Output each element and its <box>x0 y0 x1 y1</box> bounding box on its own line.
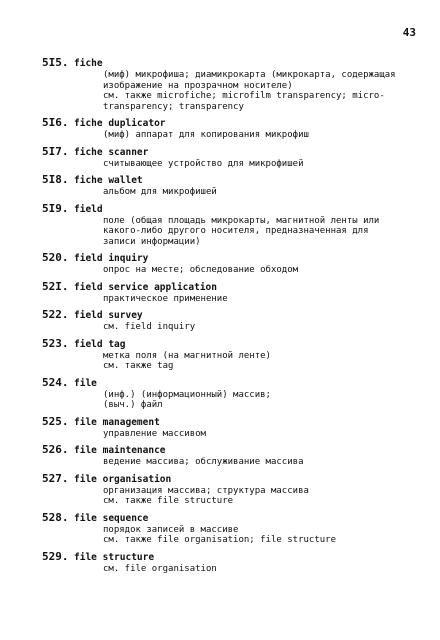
entry-definition: опрос на месте; обследование обходом <box>103 265 299 275</box>
glossary-entry <box>42 117 402 141</box>
glossary-entry <box>42 416 402 440</box>
entry-term: fiche duplicator <box>74 118 166 129</box>
entry-number: 520. <box>42 251 69 264</box>
entry-definition: см. field inquiry <box>103 322 196 332</box>
glossary-entry <box>42 309 402 333</box>
glossary-entry <box>42 174 402 198</box>
entry-number: 523. <box>42 336 69 350</box>
entry-number: 525. <box>42 414 69 428</box>
glossary-entries <box>42 57 402 579</box>
entry-definition: (инф.) (информационный) массив; (выч.) файл <box>103 389 271 410</box>
entry-number: 52I. <box>42 279 69 293</box>
entry-number: 527. <box>42 471 69 485</box>
entry-number: 529. <box>42 549 69 563</box>
entry-definition: (миф) микрофиша; диамикрокарта (микрокарта, содержащая изображение на прозрачном носителе) см. также microfiche; microfilm transparency; micro-transparency; transparency <box>103 70 396 112</box>
glossary-entry <box>42 252 402 276</box>
entry-number: 524. <box>42 375 69 389</box>
entry-definition: метка поля (на магнитной ленте) см. также tag <box>103 350 271 371</box>
entry-term: fiche <box>74 58 103 69</box>
glossary-entry <box>42 146 402 170</box>
glossary-entry <box>42 512 402 546</box>
entry-definition: см. file organisation <box>103 563 217 574</box>
entry-number: 528. <box>42 510 69 524</box>
entry-term: file structure <box>74 551 155 563</box>
glossary-entry <box>42 57 402 112</box>
entry-number: 5I7. <box>42 144 69 158</box>
entry-definition: управление массивом <box>103 428 206 439</box>
entry-term: file management <box>74 416 160 428</box>
entry-term: file sequence <box>74 512 149 524</box>
glossary-entry <box>42 281 402 305</box>
entry-number: 5I8. <box>42 173 69 186</box>
entry-number: 5I9. <box>42 201 69 215</box>
entry-term: fiche scanner <box>74 146 149 158</box>
entry-definition: считывающее устройство для микрофишей <box>103 158 304 169</box>
entry-definition: порядок записей в массиве см. также file organisation; file structure <box>103 524 336 545</box>
entry-term: field <box>74 203 103 215</box>
entry-definition: практическое применение <box>103 293 228 304</box>
entry-term: field tag <box>74 338 126 350</box>
glossary-entry <box>42 473 402 507</box>
entry-definition: ведение массива; обслуживание массива <box>103 457 304 467</box>
entry-term: file maintenance <box>74 445 166 456</box>
entry-definition: организация массива; структура массива см. также file structure <box>103 485 309 506</box>
entry-term: file organisation <box>74 473 172 485</box>
entry-definition: (миф) аппарат для копирования микрофиш <box>103 130 309 140</box>
glossary-entry <box>42 203 402 248</box>
entry-number: 522. <box>42 308 69 321</box>
entry-term: fiche wallet <box>74 175 143 186</box>
glossary-entry <box>42 444 402 468</box>
entry-term: field survey <box>74 310 143 321</box>
entry-definition: поле (общая площадь микрокарты, магнитной ленты или какого-либо другого носителя, предназначенная для записи информации) <box>103 215 380 247</box>
entry-number: 526. <box>42 443 69 456</box>
entry-number: 5I6. <box>42 116 69 129</box>
glossary-entry <box>42 377 402 411</box>
entry-term: field service application <box>74 281 217 293</box>
entry-term: file <box>74 377 97 389</box>
glossary-entry <box>42 551 402 575</box>
entry-number: 5I5. <box>42 56 69 69</box>
page-number: 43 <box>402 26 416 39</box>
entry-term: field inquiry <box>74 253 149 264</box>
glossary-entry <box>42 338 402 372</box>
entry-definition: альбом для микрофишей <box>103 187 217 197</box>
